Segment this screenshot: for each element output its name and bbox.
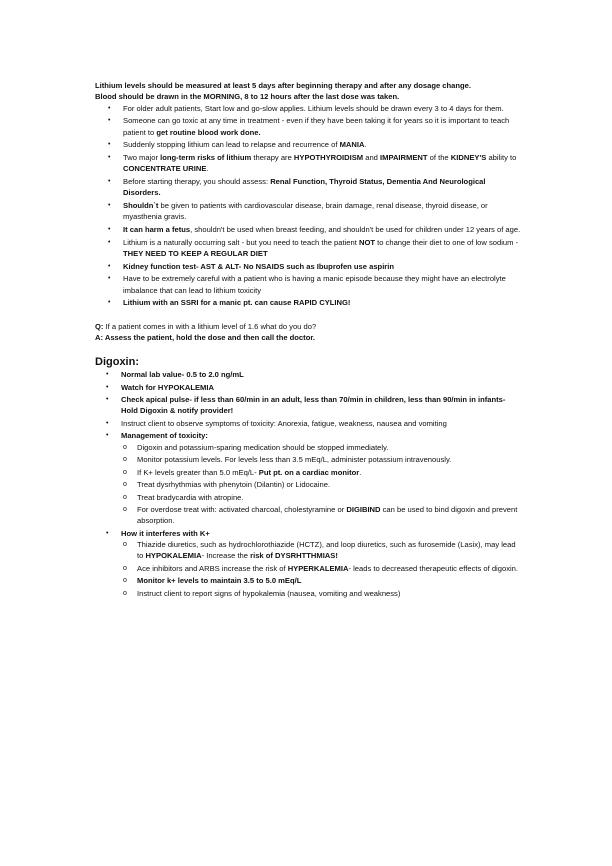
sublist-item: o If K+ levels greater than 5.0 mEq/L- Put pt. on a cardiac monitor.: [121, 467, 523, 478]
toxicity-sublist: [121, 442, 523, 527]
a-label: A:: [95, 332, 104, 342]
a-text: Assess the patient, hold the dose and then call the doctor.: [103, 332, 315, 342]
q-label: Q:: [95, 321, 104, 331]
list-item: • Lithium with an SSRI for a manic pt. can cause RAPID CYLING!: [95, 297, 523, 308]
list-item: • For older adult patients, Start low and go-slow applies. Lithium levels should be drawn every 3 to 4 days for them.: [95, 103, 523, 114]
potassium-sublist: [121, 539, 523, 599]
list-item: • Instruct client to observe symptoms of toxicity: Anorexia, fatigue, weakness, nausea and vomiting: [95, 418, 523, 429]
list-item: • Someone can go toxic at any time in treatment - even if they have been taking it for years so it is important to teach patient to get routine blood work done.: [95, 115, 523, 138]
lithium-list: [95, 103, 523, 309]
list-item: • Two major long-term risks of lithium therapy are HYPOTHYROIDISM and IMPAIRMENT of the KIDNEY'S ability to CONCENTRATE URINE.: [95, 152, 523, 175]
list-item: • Normal lab value- 0.5 to 2.0 ng/mL: [95, 369, 523, 380]
digoxin-heading: Digoxin:: [95, 356, 139, 369]
sublist-item: o Monitor potassium levels. For levels less than 3.5 mEq/L, administer potassium intravenously.: [121, 454, 523, 465]
intro-line-1: Lithium levels should be measured at least 5 days after beginning therapy and after any dosage change.: [95, 81, 471, 90]
list-item: • How it interferes with K+ o Thiazide diuretics, such as hydrochlorothiazide (HCTZ), and loop diuretics, such as furosemide (Lasix), may lead to HYPOKALEMIA- Increase the risk of DYSRHTTHMIAS! o Ace inhibitors and ARBS increase the risk of HYPERKALEMIA- leads to decreased therapeutic effects of digoxin. o Monitor k+ levels to maintain 3.5 to 5.0 mEq/L o Instruct client to report signs of hypokalemia (nausea, vomiting and weakness): [95, 528, 523, 599]
list-item: • Have to be extremely careful with a patient who is having a manic episode because they might have an electrolyte imbalance that can lead to lithium toxicity: [95, 273, 523, 296]
sublist-item: o For overdose treat with: activated charcoal, cholestyramine or DIGIBIND can be used to bind digoxin and prevent absorption.: [121, 504, 523, 527]
sublist-item: o Ace inhibitors and ARBS increase the risk of HYPERKALEMIA- leads to decreased therapeutic effects of digoxin.: [121, 563, 523, 574]
digoxin-list: [95, 369, 523, 599]
lithium-intro: [95, 80, 523, 103]
list-item: • Kidney function test- AST & ALT- No NSAIDS such as Ibuprofen use aspirin: [95, 261, 523, 272]
list-item: • Suddenly stopping lithium can lead to relapse and recurrence of MANIA.: [95, 139, 523, 150]
list-item: • It can harm a fetus, shouldn't be used when breast feeding, and shouldn't be used for children under 12 years of age.: [95, 224, 523, 235]
list-item: • Watch for HYPOKALEMIA: [95, 382, 523, 393]
sublist-item: o Treat bradycardia with atropine.: [121, 492, 523, 503]
sublist-item: o Instruct client to report signs of hypokalemia (nausea, vomiting and weakness): [121, 588, 523, 599]
list-item: • Lithium is a naturally occurring salt - but you need to teach the patient NOT to change their diet to one of low sodium - THEY NEED TO KEEP A REGULAR DIET: [95, 237, 523, 260]
list-item: • Management of toxicity: o Digoxin and potassium-sparing medication should be stopped immediately. o Monitor potassium levels. For levels less than 3.5 mEq/L, administer potassium intravenously. o If K+ levels greater than 5.0 mEq/L- Put pt. on a cardiac monitor. o Treat dysrhythmias with phenytoin (Dilantin) or Lidocaine. o Treat bradycardia with atropine. o For overdose treat with: activated charcoal, cholestyramine or DIGIBIND can be used to bind digoxin and prevent absorption.: [95, 430, 523, 526]
sublist-item: o Digoxin and potassium-sparing medication should be stopped immediately.: [121, 442, 523, 453]
intro-line-2: Blood should be drawn in the MORNING, 8 to 12 hours after the last dose was taken.: [95, 92, 400, 102]
notes-content: [95, 80, 523, 600]
list-item: • Before starting therapy, you should assess: Renal Function, Thyroid Status, Dementia And Neurological Disorders.: [95, 176, 523, 199]
sublist-item: o Treat dysrhythmias with phenytoin (Dilantin) or Lidocaine.: [121, 479, 523, 490]
q-text: If a patient comes in with a lithium level of 1.6 what do you do?: [103, 321, 317, 331]
list-item: • Check apical pulse- if less than 60/min in an adult, less than 70/min in children, less than 90/min in infants- Hold Digoxin & notify provider!: [95, 394, 523, 417]
sublist-item: o Monitor k+ levels to maintain 3.5 to 5.0 mEq/L: [121, 575, 523, 586]
sublist-item: o Thiazide diuretics, such as hydrochlorothiazide (HCTZ), and loop diuretics, such as furosemide (Lasix), may lead to HYPOKALEMIA- Increase the risk of DYSRHTTHMIAS!: [121, 539, 523, 562]
list-item: • Shouldn`t be given to patients with cardiovascular disease, brain damage, renal disease, thyroid disease, or myasthenia gravis.: [95, 200, 523, 223]
question-answer: [95, 321, 523, 344]
